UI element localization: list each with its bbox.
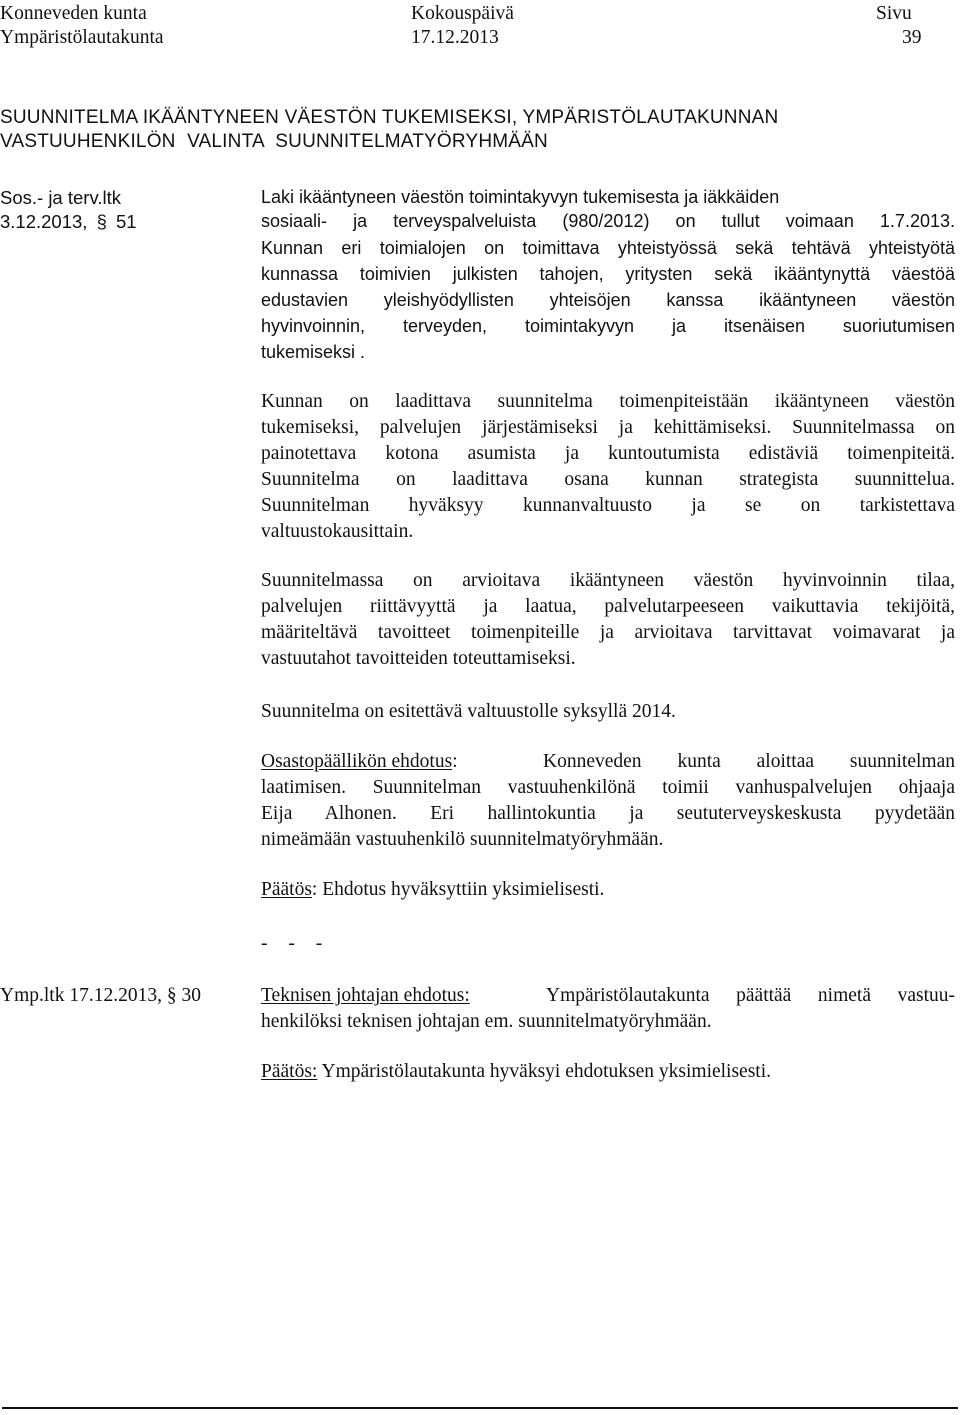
proposal1-line-4: nimeämään vastuuhenkilö suunnitelmatyöryhmään. — [261, 829, 664, 850]
decision1-label: Päätös — [261, 879, 312, 900]
reference-sos-ltk: Sos.- ja terv.ltk — [0, 187, 121, 208]
proposal1-line-2: laatimisen. Suunnitelman vastuuhenkilönä toimii vanhuspalvelujen ohjaaja — [261, 777, 955, 798]
paragraph3-line-2: palvelujen riittävyyttä ja laatua, palvelutarpeeseen vaikuttavia tekijöitä, — [261, 596, 955, 617]
proposal1-first-line: Konneveden kunta aloittaa suunnitelman — [543, 751, 955, 772]
intro-line-2: sosiaali- ja terveyspalveluista (980/2012) on tullut voimaan 1.7.2013. — [261, 211, 955, 231]
bottom-rule — [2, 1407, 958, 1409]
header-meeting-date: 17.12.2013 — [411, 27, 499, 48]
decision1-text: : Ehdotus hyväksyttiin yksimielisesti. — [311, 879, 605, 900]
header-org: Konneveden kunta — [0, 3, 147, 24]
proposal1-colon: : — [452, 751, 458, 772]
paragraph3-line-1: Suunnitelmassa on arvioitava ikääntyneen väestön hyvinvoinnin tilaa, — [261, 570, 955, 591]
paragraph1-line-2: kunnassa toimivien julkisten tahojen, yritysten sekä ikääntynyttä väestöä — [261, 264, 955, 284]
header-page-label: Sivu — [876, 3, 912, 24]
decision2 — [261, 1059, 955, 1085]
header-page-number: 39 — [902, 27, 922, 48]
paragraph1-line-4: hyvinvoinnin, terveyden, toimintakyvyn ja itsenäisen suoriutumisen — [261, 316, 955, 336]
reference-sos-ltk-date: 3.12.2013, § 51 — [0, 211, 137, 232]
paragraph2-line-1: Kunnan on laadittava suunnitelma toimenpiteistään ikääntyneen väestön — [261, 391, 955, 412]
header-board: Ympäristölautakunta — [0, 27, 164, 48]
title-line-2: VASTUUHENKILÖN VALINTA SUUNNITELMATYÖRYHMÄÄN — [0, 131, 548, 152]
decision1 — [261, 877, 955, 903]
paragraph1-line-1: Kunnan eri toimialojen on toimittava yhteistyössä sekä tehtävä yhteistyötä — [261, 238, 955, 258]
paragraph2-line-2: tukemiseksi, palvelujen järjestämiseksi ja kehittämiseksi. Suunnitelmassa on — [261, 417, 955, 438]
proposal2-label-group — [261, 983, 470, 1009]
proposal2-label: Teknisen johtajan ehdotus: — [261, 985, 470, 1006]
paragraph1-line-3: edustavien yleishyödyllisten yhteisöjen kanssa ikääntyneen väestön — [261, 290, 955, 310]
paragraph4: Suunnitelma on esitettävä valtuustolle syksyllä 2014. — [261, 701, 676, 722]
paragraph3-line-3: määriteltävä tavoitteet toimenpiteille ja arvioitava tarvittavat voimavarat ja — [261, 622, 955, 643]
proposal2-first-line: Ympäristölautakunta päättää nimetä vastuu- — [546, 985, 955, 1006]
title-line-1: SUUNNITELMA IKÄÄNTYNEEN VÄESTÖN TUKEMISEKSI, YMPÄRISTÖLAUTAKUNNAN — [0, 107, 779, 128]
paragraph2-line-4: Suunnitelma on laadittava osana kunnan strategista suunnittelua. — [261, 469, 955, 490]
proposal2-line-2: henkilöksi teknisen johtajan em. suunnitelmatyöryhmään. — [261, 1011, 712, 1032]
proposal1-label-group — [261, 749, 458, 775]
reference-ymp-ltk: Ymp.ltk 17.12.2013, § 30 — [0, 985, 201, 1006]
paragraph2-line-5: Suunnitelman hyväksyy kunnanvaltuusto ja se on tarkistettava — [261, 495, 955, 516]
paragraph2-line-3: painotettava kotona asumista ja kuntoutumista edistäviä toimenpiteitä. — [261, 443, 955, 464]
paragraph2-line-6: valtuustokausittain. — [261, 521, 414, 542]
proposal1-label: Osastopäällikön ehdotus — [261, 751, 453, 772]
paragraph1-line-5: tukemiseksi . — [261, 342, 366, 362]
paragraph3-line-4: vastuutahot tavoitteiden toteuttamiseksi. — [261, 648, 576, 669]
separator-dashes: - - - — [261, 933, 323, 954]
proposal1-line-3: Eija Alhonen. Eri hallintokuntia ja seututerveyskeskusta pyydetään — [261, 803, 955, 824]
intro-line-1: Laki ikääntyneen väestön toimintakyvyn tukemisesta ja iäkkäiden — [261, 187, 780, 207]
decision2-text: Ympäristölautakunta hyväksyi ehdotuksen yksimielisesti. — [317, 1061, 772, 1082]
decision2-label: Päätös: — [261, 1061, 318, 1082]
header-meeting-label: Kokouspäivä — [411, 3, 514, 24]
